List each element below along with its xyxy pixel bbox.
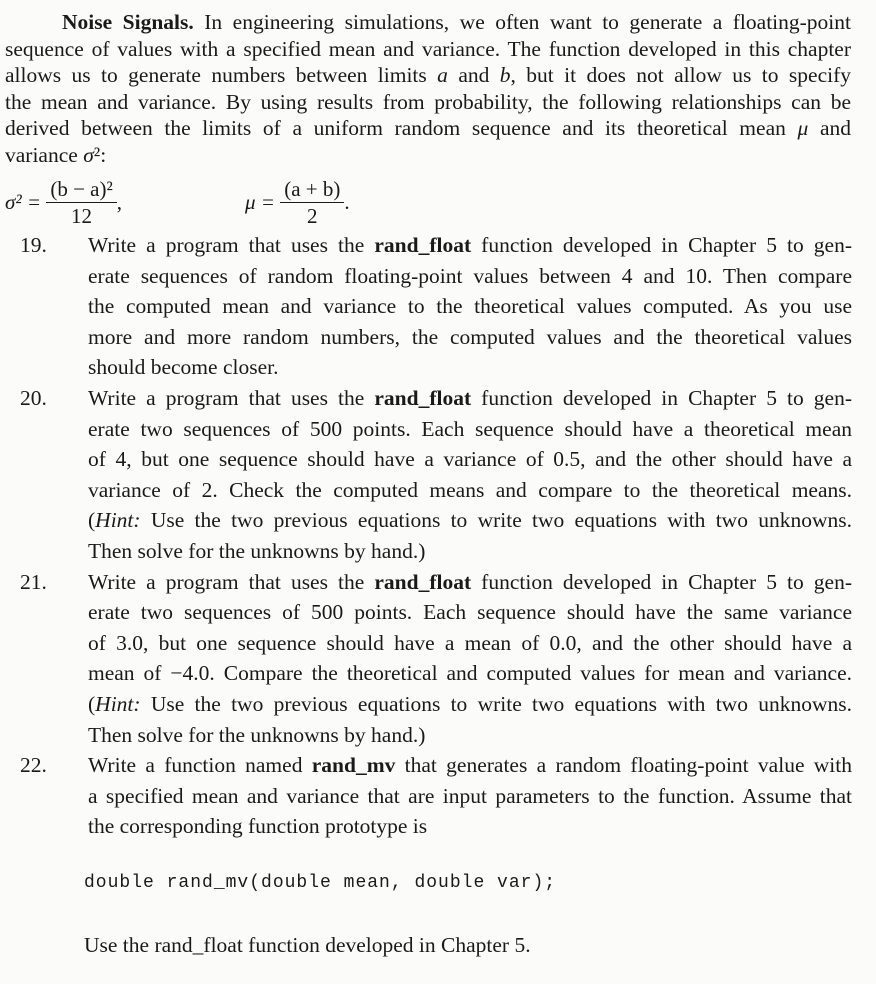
text-segment: variance — [5, 142, 84, 167]
variance-numerator: (b − a)² — [46, 176, 116, 203]
text-segment: of 4, but one sequence should have a variance of 0.5, and the other should have a — [88, 447, 852, 472]
closing-line: Use the rand_float function developed in Chapter 5. — [84, 933, 531, 957]
text-segment: Then solve for the unknowns by hand.) — [88, 722, 426, 747]
text-segment: erate two sequences of 500 points. Each sequence should have a theoretical mean — [88, 416, 852, 441]
text-line — [88, 691, 852, 717]
text-segment: the mean and variance. By using results from probability, the following relationships can be — [5, 89, 851, 114]
text-segment: In engineering simulations, we often want to generate a floating-point — [193, 10, 852, 34]
text-segment: that generates a random floating-point value with — [395, 753, 852, 778]
text-line — [88, 599, 852, 625]
text-line — [5, 36, 851, 62]
text-segment: variance of 2. Check the computed means and compare to the theoretical means. — [88, 477, 852, 502]
text-line — [62, 9, 851, 35]
italic-term: Hint: — [95, 692, 141, 716]
exercise-number: 20. — [20, 386, 47, 410]
exercise-number: 19. — [20, 233, 47, 257]
bold-term: rand_float — [374, 233, 472, 257]
bold-term: rand_float — [374, 569, 472, 594]
text-line — [88, 538, 852, 564]
text-segment: , but it does not allow us to specify — [510, 63, 851, 87]
variance-lhs: σ² = — [5, 190, 42, 214]
text-line — [88, 416, 852, 442]
text-segment: Write a function named — [88, 753, 312, 778]
italic-term: a — [437, 63, 448, 87]
text-segment: ²: — [93, 142, 107, 167]
variance-formula — [5, 176, 122, 229]
mean-formula — [245, 176, 350, 229]
text-line — [88, 324, 852, 350]
text-segment: allows us to generate numbers between limits — [5, 63, 438, 87]
mean-fraction — [280, 176, 344, 229]
text-segment: Write a program that uses the — [88, 233, 375, 257]
text-segment: sequence of values with a specified mean and variance. The function developed in this chapter — [5, 36, 851, 61]
text-line — [5, 62, 851, 88]
text-line — [88, 813, 852, 839]
text-segment: the corresponding function prototype is — [88, 814, 428, 839]
text-segment: erate two sequences of 500 points. Each sequence should have the same variance — [88, 600, 852, 625]
text-segment: Use the two previous equations to write two equations with two unknowns. — [140, 692, 852, 716]
mean-punct: . — [344, 190, 350, 214]
variance-fraction — [46, 176, 116, 229]
text-line — [88, 263, 852, 289]
mean-lhs: μ = — [245, 190, 275, 214]
italic-term: μ — [797, 116, 809, 140]
text-segment: Write a program that uses the — [88, 386, 375, 410]
italic-term: b — [499, 63, 511, 87]
text-segment: ( — [88, 508, 96, 533]
text-segment: Write a program that uses the — [88, 569, 375, 594]
text-segment: a specified mean and variance that are input parameters to the function. Assume that — [88, 783, 852, 808]
text-line — [5, 115, 851, 141]
mean-denominator: 2 — [307, 204, 318, 228]
text-line — [88, 569, 852, 595]
text-line — [88, 783, 852, 809]
text-line — [88, 354, 852, 380]
text-segment: should become closer. — [88, 355, 279, 380]
bold-term: Noise Signals. — [62, 10, 194, 34]
text-segment: and — [808, 116, 851, 140]
variance-denominator: 12 — [71, 204, 93, 228]
text-segment: erate sequences of random floating-point values between 4 and 10. Then compare — [88, 263, 852, 288]
text-segment: of 3.0, but one sequence should have a mean of 0.0, and the other should have a — [88, 630, 852, 655]
text-segment: function developed in Chapter 5 to gen- — [471, 386, 852, 410]
exercise-number: 22. — [20, 753, 47, 778]
text-line — [88, 293, 852, 319]
text-segment: derived between the limits of a uniform random sequence and its theoretical mean — [5, 116, 798, 140]
mean-numerator: (a + b) — [280, 176, 344, 203]
variance-punct: , — [116, 190, 123, 214]
text-line — [88, 752, 852, 778]
text-segment: function developed in Chapter 5 to gen- — [471, 569, 852, 594]
bold-term: rand_mv — [311, 753, 396, 778]
text-line — [88, 630, 852, 656]
italic-term: Hint: — [95, 508, 141, 533]
text-segment: Then solve for the unknowns by hand.) — [88, 539, 426, 563]
text-line — [88, 660, 852, 686]
text-segment: function developed in Chapter 5 to gen- — [471, 233, 852, 257]
text-line — [88, 507, 852, 533]
text-segment: mean of −4.0. Compare the theoretical and computed values for mean and variance. — [88, 661, 852, 686]
text-line — [88, 446, 852, 472]
italic-term: σ — [83, 142, 94, 167]
function-prototype-code: double rand_mv(double mean, double var); — [84, 873, 557, 893]
text-line — [88, 232, 852, 258]
text-line — [88, 477, 852, 503]
text-segment: ( — [88, 692, 96, 716]
text-line — [88, 385, 852, 411]
bold-term: rand_float — [374, 386, 472, 410]
text-line — [5, 89, 851, 115]
text-segment: the computed mean and variance to the theoretical values computed. As you use — [88, 294, 852, 319]
text-segment: and — [447, 63, 500, 87]
exercise-number: 21. — [20, 569, 47, 594]
text-segment: more and more random numbers, the computed values and the theoretical values — [88, 324, 852, 349]
text-segment: Use the two previous equations to write two equations with two unknowns. — [140, 508, 852, 533]
text-line — [5, 142, 851, 168]
text-line — [88, 722, 852, 748]
